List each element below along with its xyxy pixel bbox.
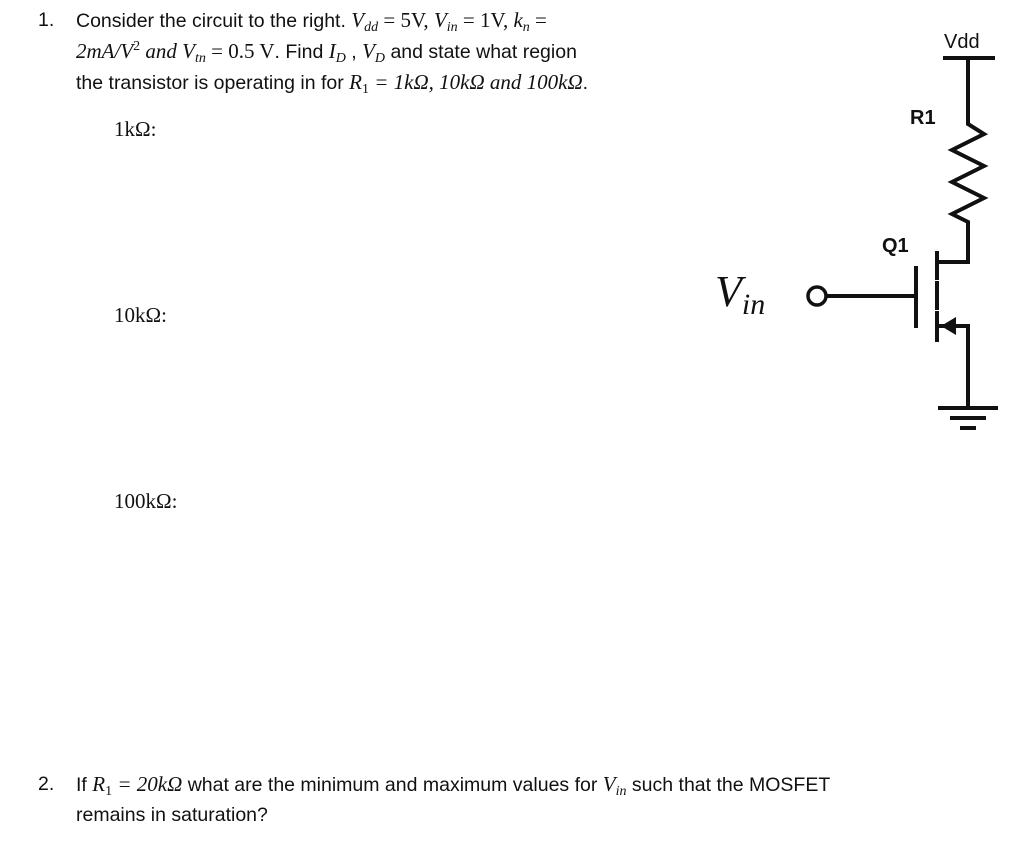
q1-resistor-values-math: $R_1 = 1k\Omega$, 10kΩ and 100kΩ: [349, 70, 583, 97]
question-1-number: 1.: [38, 9, 55, 31]
question-1-line-3: the transistor is operating in for $R_1 = 1k\Omega$, 10kΩ and 100kΩ.: [76, 70, 589, 97]
q1-label: Q1: [882, 235, 909, 257]
question-1-line-2: $2mA/V^2$ and $V_{tn} = 0.5$ V. Find $I_D$ , $V_D$ and state what region: [76, 39, 577, 66]
answer-label-100k: 100kΩ:: [114, 489, 178, 513]
question-2-number: 2.: [38, 773, 55, 795]
vin-label: Vin: [715, 267, 766, 321]
q1-kn-vtn-math: $2mA/V^2$ and $V_{tn} = 0.5$ V: [76, 39, 275, 66]
resistor-symbol: [952, 112, 984, 262]
input-terminal-symbol: [808, 287, 826, 305]
question-2-line-1: If $R_1 = 20k\Omega$ what are the minimum and maximum values for $V_{in}$ such that the MOSFET: [76, 772, 831, 799]
q1-params-math: $V_{dd} = 5V$, $V_{in} = 1V$, $k_n$ =: [351, 8, 547, 35]
source-arrow-icon: [941, 317, 956, 335]
question-2-line-2: remains in saturation?: [76, 804, 268, 826]
q1-intro-text: Consider the circuit to the right.: [76, 10, 352, 32]
answer-label-10k: 10kΩ:: [114, 303, 167, 327]
vdd-label: Vdd: [944, 31, 980, 53]
r1-label: R1: [910, 107, 936, 129]
answer-label-1k: 1kΩ:: [114, 117, 157, 141]
